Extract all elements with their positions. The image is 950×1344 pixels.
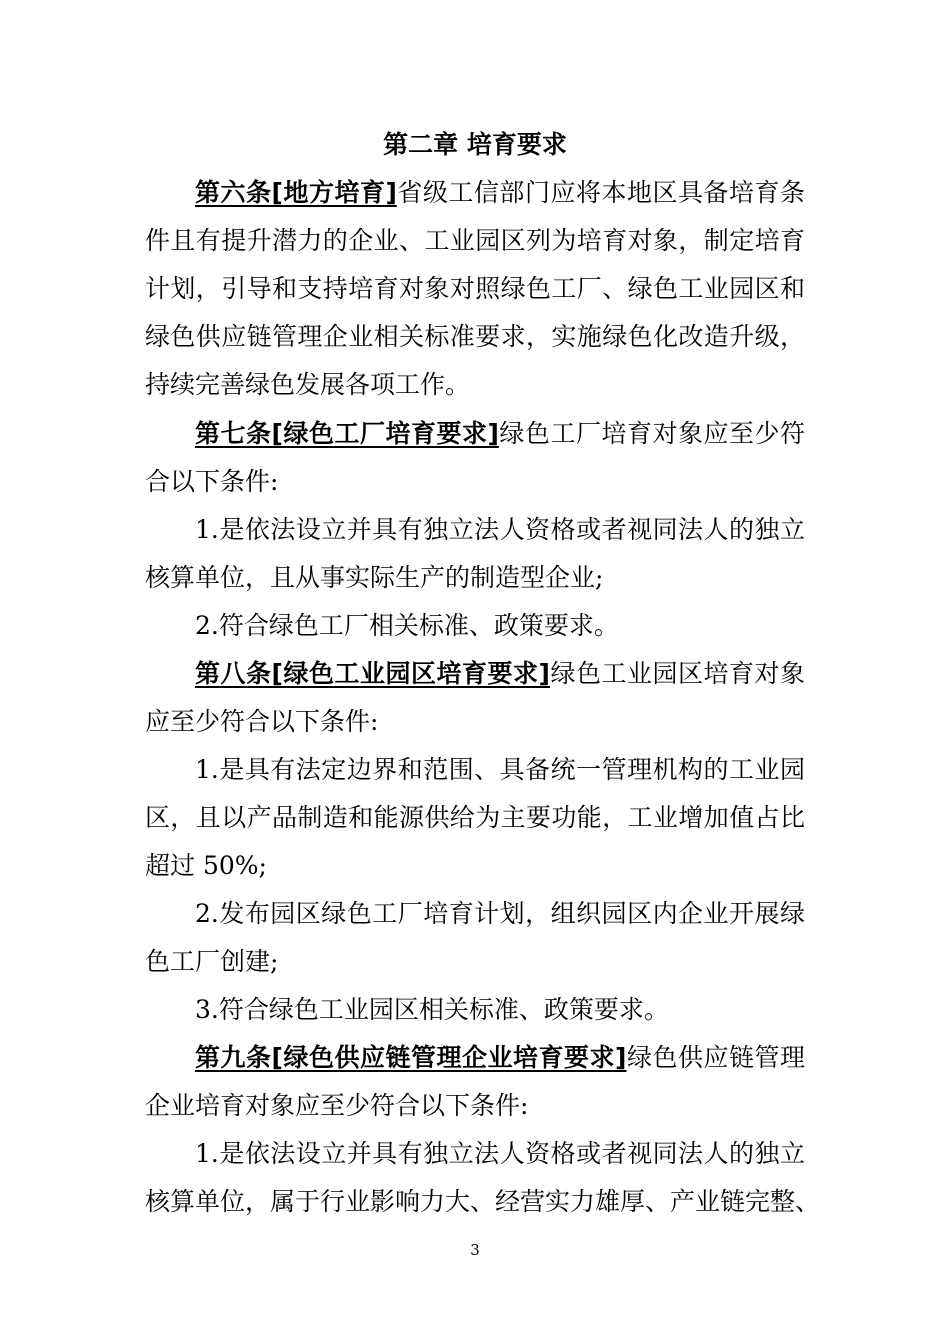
article-6-line: 件且有提升潜力的企业、工业园区列为培育对象，制定培育	[145, 226, 805, 255]
article-9-line	[195, 1040, 805, 1076]
article-8-item: 1.是具有法定边界和范围、具备统一管理机构的工业园	[195, 755, 805, 784]
article-7-heading: 第七条[绿色工厂培育要求]	[195, 419, 499, 448]
text: 绿色工厂培育对象应至少符	[498, 419, 805, 448]
article-8-line: 色工厂创建;	[145, 947, 279, 976]
article-9-item: 1.是依法设立并具有独立法人资格或者视同法人的独立	[195, 1139, 805, 1168]
article-8-heading: 第八条[绿色工业园区培育要求]	[195, 659, 550, 688]
text: 绿色供应链管理	[626, 1043, 805, 1072]
article-6-line: 计划，引导和支持培育对象对照绿色工厂、绿色工业园区和	[145, 274, 805, 303]
article-8-item: 2.发布园区绿色工厂培育计划，组织园区内企业开展绿	[195, 899, 805, 928]
article-8-line: 应至少符合以下条件:	[145, 707, 379, 736]
article-7-line	[195, 416, 805, 452]
article-7-line: 合以下条件:	[145, 467, 279, 496]
article-6-line	[195, 175, 805, 211]
text: 绿色工业园区培育对象	[549, 659, 805, 688]
article-7-item: 1.是依法设立并具有独立法人资格或者视同法人的独立	[195, 515, 805, 544]
article-8-line: 超过 50%;	[145, 851, 267, 880]
article-9-line: 企业培育对象应至少符合以下条件:	[145, 1091, 529, 1120]
article-7-item: 2.符合绿色工厂相关标准、政策要求。	[195, 611, 619, 640]
text: 省级工信部门应将本地区具备培育条	[396, 178, 805, 207]
article-9-line: 核算单位，属于行业影响力大、经营实力雄厚、产业链完整、	[145, 1187, 821, 1216]
article-9-heading: 第九条[绿色供应链管理企业培育要求]	[195, 1043, 627, 1072]
article-7-line: 核算单位，且从事实际生产的制造型企业;	[145, 563, 604, 592]
article-6-line: 持续完善绿色发展各项工作。	[145, 370, 471, 399]
chapter-title: 第二章 培育要求	[383, 130, 567, 159]
article-8-line: 区，且以产品制造和能源供给为主要功能，工业增加值占比	[145, 803, 805, 832]
article-6-line: 绿色供应链管理企业相关标准要求，实施绿色化改造升级，	[145, 322, 805, 351]
article-8-item: 3.符合绿色工业园区相关标准、政策要求。	[195, 995, 669, 1024]
article-8-line	[195, 656, 805, 692]
page-number: 3	[470, 1241, 480, 1259]
article-6-heading: 第六条[地方培育]	[195, 178, 397, 207]
